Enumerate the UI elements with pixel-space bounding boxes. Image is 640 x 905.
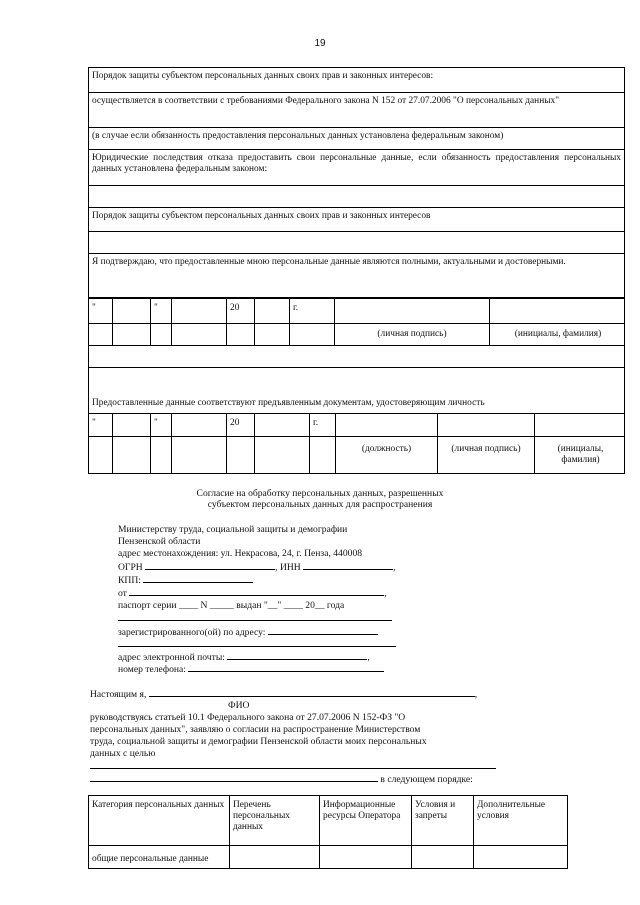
- passport-issuer-line[interactable]: [118, 620, 392, 621]
- signature-field-2[interactable]: (личная подпись): [437, 414, 534, 473]
- email-row: адрес электронной почты: ,: [118, 652, 370, 663]
- inn-field[interactable]: [303, 561, 393, 570]
- row-protection-order: Порядок защиты субъектом персональных данных своих прав и законных интересов:: [92, 71, 434, 81]
- signature-grid-1: " " 20 г. (личная подпись) (инициалы, фамилия): [88, 298, 625, 346]
- passport-row[interactable]: паспорт серии ____ N _____ выдан "__" ____ 20__ года: [118, 600, 345, 611]
- year-field-2[interactable]: [254, 414, 309, 473]
- purpose-line-1[interactable]: [90, 768, 496, 769]
- month-field[interactable]: [171, 299, 226, 345]
- month-field-2[interactable]: [171, 414, 226, 473]
- phone-field[interactable]: [188, 663, 384, 672]
- purpose-row-2: в следующем порядке:: [90, 773, 473, 785]
- day-field[interactable]: [112, 299, 150, 345]
- row-documents: Предоставленные данные соответствуют предъявленным документам, удостоверяющим личность: [88, 368, 625, 414]
- email-field[interactable]: [227, 651, 367, 660]
- consent-title-line-2: субъектом персональных данных для распространения: [207, 499, 433, 510]
- body-line-2: персональных данных", заявляю о согласии на распространение Министерством: [90, 724, 421, 735]
- purpose-line-2[interactable]: [90, 773, 378, 782]
- fio-field[interactable]: [149, 688, 475, 697]
- initials-field[interactable]: (инициалы, фамилия): [489, 299, 626, 345]
- addressee-line-2: Пензенской области: [118, 536, 201, 547]
- body-line-1: руководствуясь статьей 10.1 Федерального закона от 27.07.2006 N 152-ФЗ "О: [90, 712, 406, 723]
- body-line-4: данных с целью: [90, 748, 156, 759]
- position-field[interactable]: (должность): [335, 414, 437, 473]
- day-field-2[interactable]: [112, 414, 150, 473]
- row-federal-law: осуществляется в соответствии с требованиями Федерального закона N 152 от 27.07.2006 "О персональных данных": [89, 92, 624, 127]
- phone-row: номер телефона:: [118, 663, 384, 675]
- header-list: Перечень персональных данных: [229, 796, 319, 868]
- row-federal-case: (в случае если обязанность предоставления персональных данных установлена федеральным законом): [89, 127, 624, 149]
- row-general-data: общие персональные данные: [92, 854, 209, 864]
- addressee-line-1: Министерству труда, социальной защиты и демографии: [118, 524, 348, 535]
- personal-data-categories-table: [88, 795, 568, 869]
- consent-title-line-1: Согласие на обработку персональных данных, разрешенных: [196, 488, 444, 499]
- initials-field-2[interactable]: (инициалы, фамилия): [534, 414, 626, 473]
- registered-address-field[interactable]: [268, 626, 378, 635]
- page-number: 19: [314, 38, 326, 49]
- from-row: от ,: [118, 588, 387, 599]
- address-continue-line[interactable]: [118, 646, 396, 647]
- signature-grid-2: " " 20 г. (должность) (личная подпись) (инициалы, фамилия): [88, 414, 625, 474]
- header-extra: Дополнительные условия: [473, 796, 567, 868]
- row-empty-2[interactable]: [89, 231, 624, 253]
- addressee-address: адрес местонахождения: ул. Некрасова, 24, г. Пенза, 440008: [118, 548, 363, 559]
- ogrn-row: ОГРН , ИНН ,: [118, 562, 396, 573]
- header-category: Категория персональных данных: [92, 800, 225, 810]
- row-empty-3[interactable]: [88, 346, 625, 368]
- row-empty-1[interactable]: [89, 185, 624, 207]
- registered-row: зарегистрированного(ой) по адресу:: [118, 626, 378, 638]
- signature-field[interactable]: (личная подпись): [334, 299, 489, 345]
- row-legal-consequences: Юридические последствия отказа предоставить свои персональные данные, если обязанность предоставления персональных данных установлена федеральным законом:: [89, 149, 624, 185]
- from-field[interactable]: [129, 587, 384, 596]
- row-confirmation: Я подтверждаю, что предоставленные мною персональные данные являются полными, актуальными и достоверными.: [89, 253, 624, 299]
- header-conditions: Условия и запреты: [411, 796, 473, 868]
- kpp-field[interactable]: [143, 574, 253, 583]
- header-resources: Информационные ресурсы Оператора: [319, 796, 411, 868]
- ogrn-field[interactable]: [145, 561, 275, 570]
- fio-caption: ФИО: [228, 700, 250, 711]
- body-line-3: труда, социальной защиты и демографии Пензенской области моих персональных: [90, 736, 427, 747]
- row-protection-order-2: Порядок защиты субъектом персональных данных своих прав и законных интересов: [89, 207, 624, 231]
- kpp-row: КПП:: [118, 574, 253, 586]
- hereby-row: Настоящим я, ,: [90, 689, 478, 700]
- year-field[interactable]: [254, 299, 289, 345]
- personal-data-table: [88, 67, 625, 298]
